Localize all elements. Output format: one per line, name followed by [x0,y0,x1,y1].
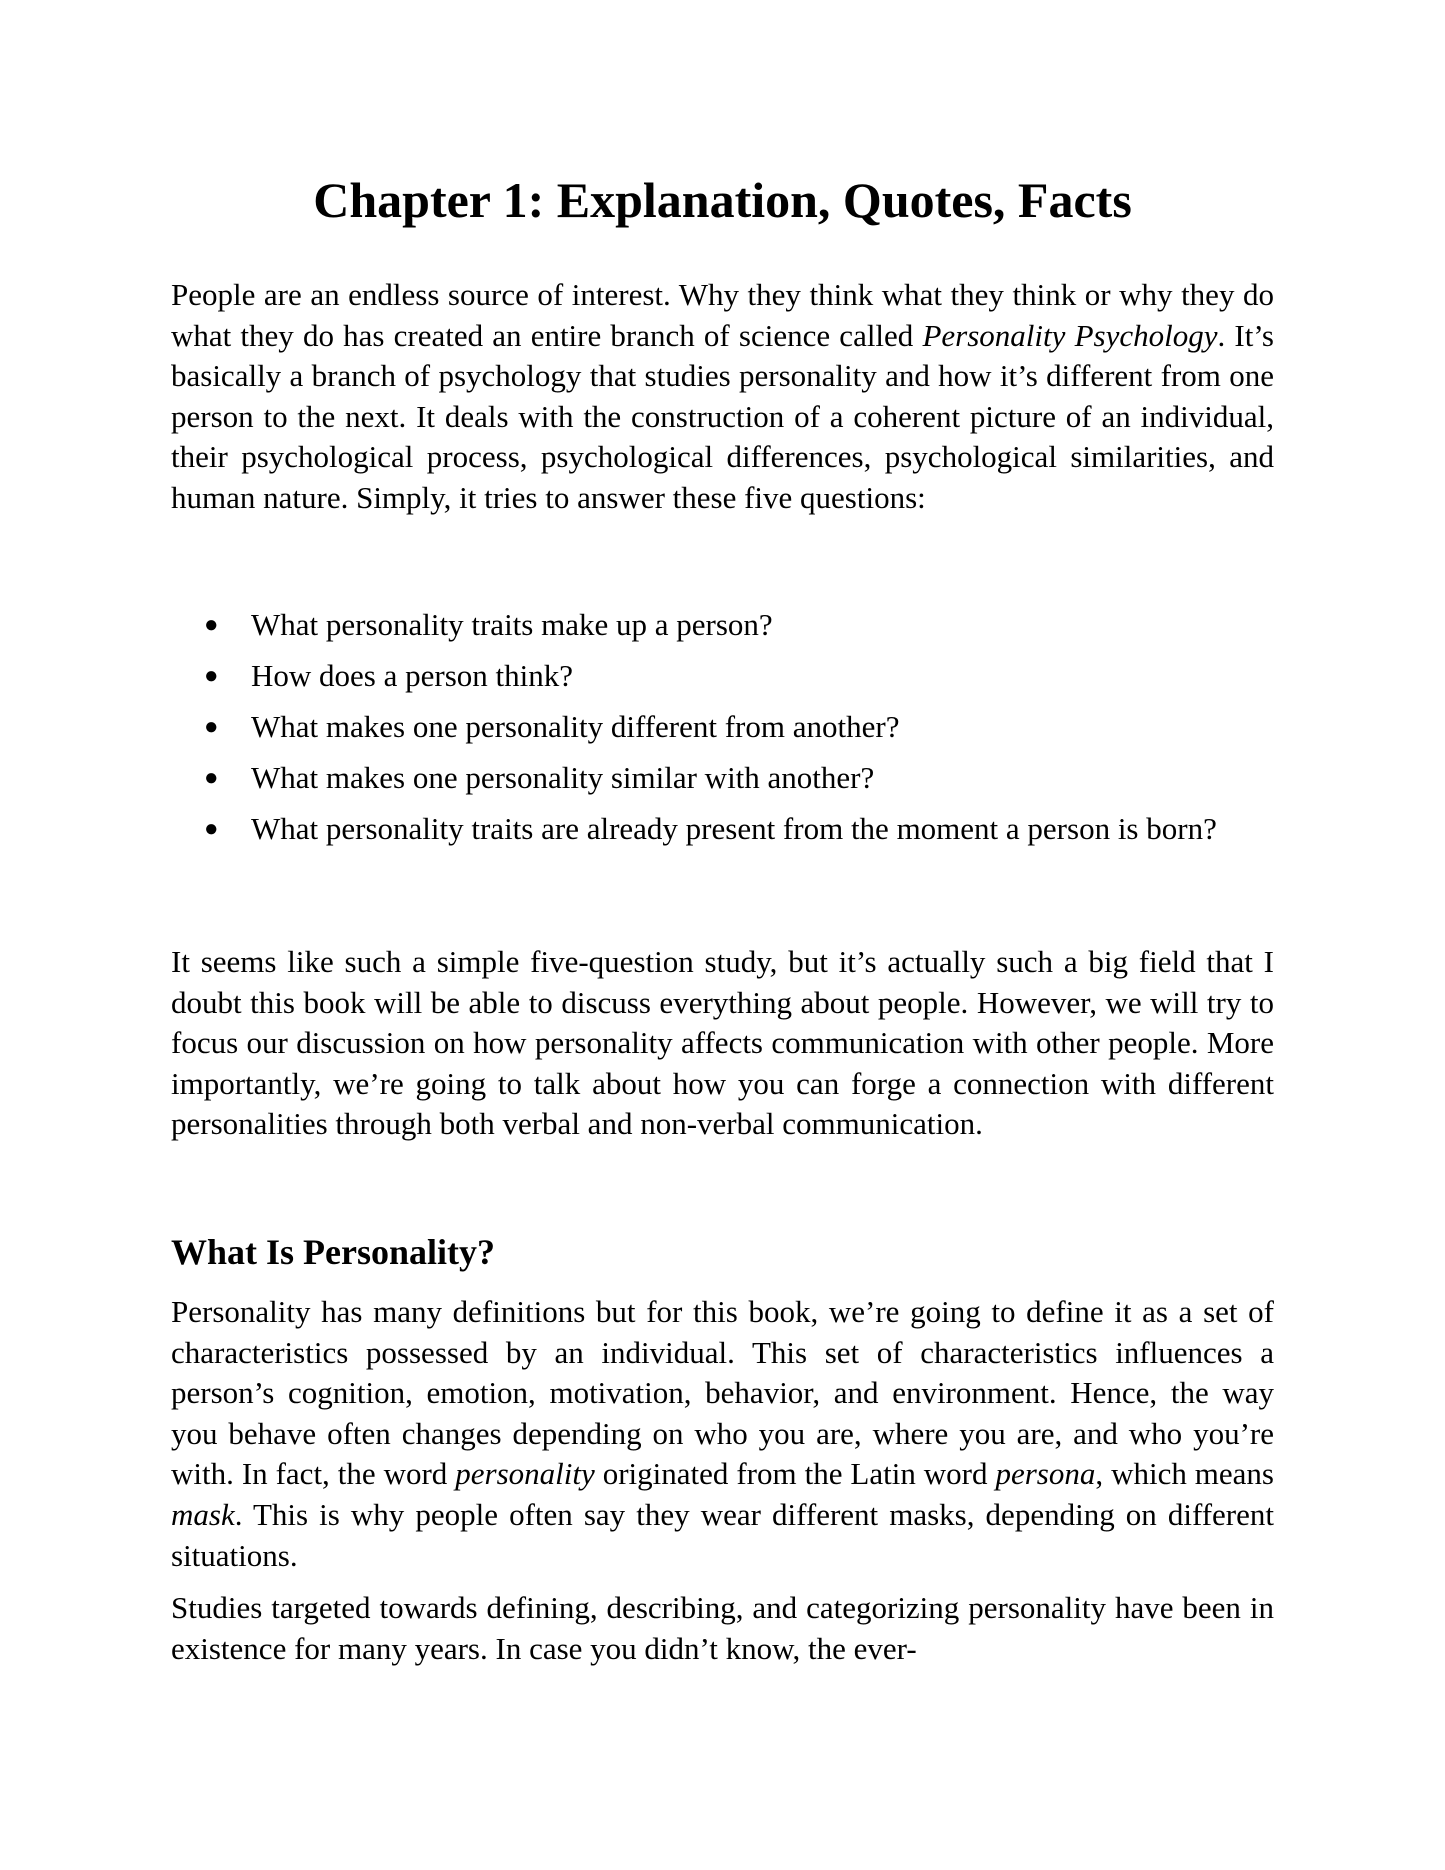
list-item [171,605,1274,646]
intro-paragraph [171,275,1274,519]
list-item [171,707,1274,748]
bullet-icon: ● [204,764,219,791]
definition-text-4: . This is why people often say they wear different masks, depending on different situations. [171,1496,1274,1573]
bullet-icon: ● [204,662,219,689]
question-text: What makes one personality different from another? [251,708,900,744]
definition-italic-mask: mask [171,1496,235,1532]
list-item [171,758,1274,799]
definition-paragraph [171,1292,1274,1576]
definition-italic-persona: persona [995,1456,1096,1492]
question-text: What personality traits are already present from the moment a person is born? [251,810,1217,846]
bullet-icon: ● [204,612,219,638]
bullet-icon: ● [204,815,219,842]
definition-text-1: Personality has many definitions but for this book, we’re going to define it as a set of characteristics possessed by an individual. This set of characteristics influences a person’s cognition, emotion, motivation, behavior, and environment. Hence, the way you behave often changes depending on who you are, where you are, and who you’re with. In fact, the word [171,1294,1274,1492]
section-heading: What Is Personality? [171,1232,495,1272]
intro-italic-term: Personality Psychology [922,317,1218,353]
question-text: What personality traits make up a person? [251,607,773,642]
intro-text-1: People are an endless source of interest. Why they think what they think or why they do what they do has created an entire branch of science called [171,277,1274,353]
list-item [171,656,1274,697]
question-text: How does a person think? [251,657,573,693]
definition-italic-personality: personality [455,1456,595,1492]
definition-text-2: originated from the Latin word [594,1456,996,1492]
chapter-title: Chapter 1: Explanation, Quotes, Facts [313,172,1132,228]
definition-text-3: , which means [1095,1456,1274,1492]
list-item [171,809,1274,850]
body-paragraph: It seems like such a simple five-question study, but it’s actually such a big field that I doubt this book will be able to discuss everything about people. However, we will try to focus our discussion on how personality affects communication with other people. More importantly, we’re going to talk about how you can forge a connection with different personalities through both verbal and non-verbal communication. [171,944,1274,1142]
bullet-icon: ● [204,713,219,740]
questions-list [171,605,1274,860]
intro-text-2: . It’s basically a branch of psychology that studies personality and how it’s different from one person to the next. It deals with the construction of a coherent picture of an individual, their psychological process, psychological differences, psychological similarities, and human nature. Simply, it tries to answer these five questions: [171,317,1274,515]
question-text: What makes one personality similar with another? [251,759,875,795]
studies-paragraph: Studies targeted towards defining, describing, and categorizing personality have been in existence for many years. In case you didn’t know, the ever- [171,1590,1274,1666]
